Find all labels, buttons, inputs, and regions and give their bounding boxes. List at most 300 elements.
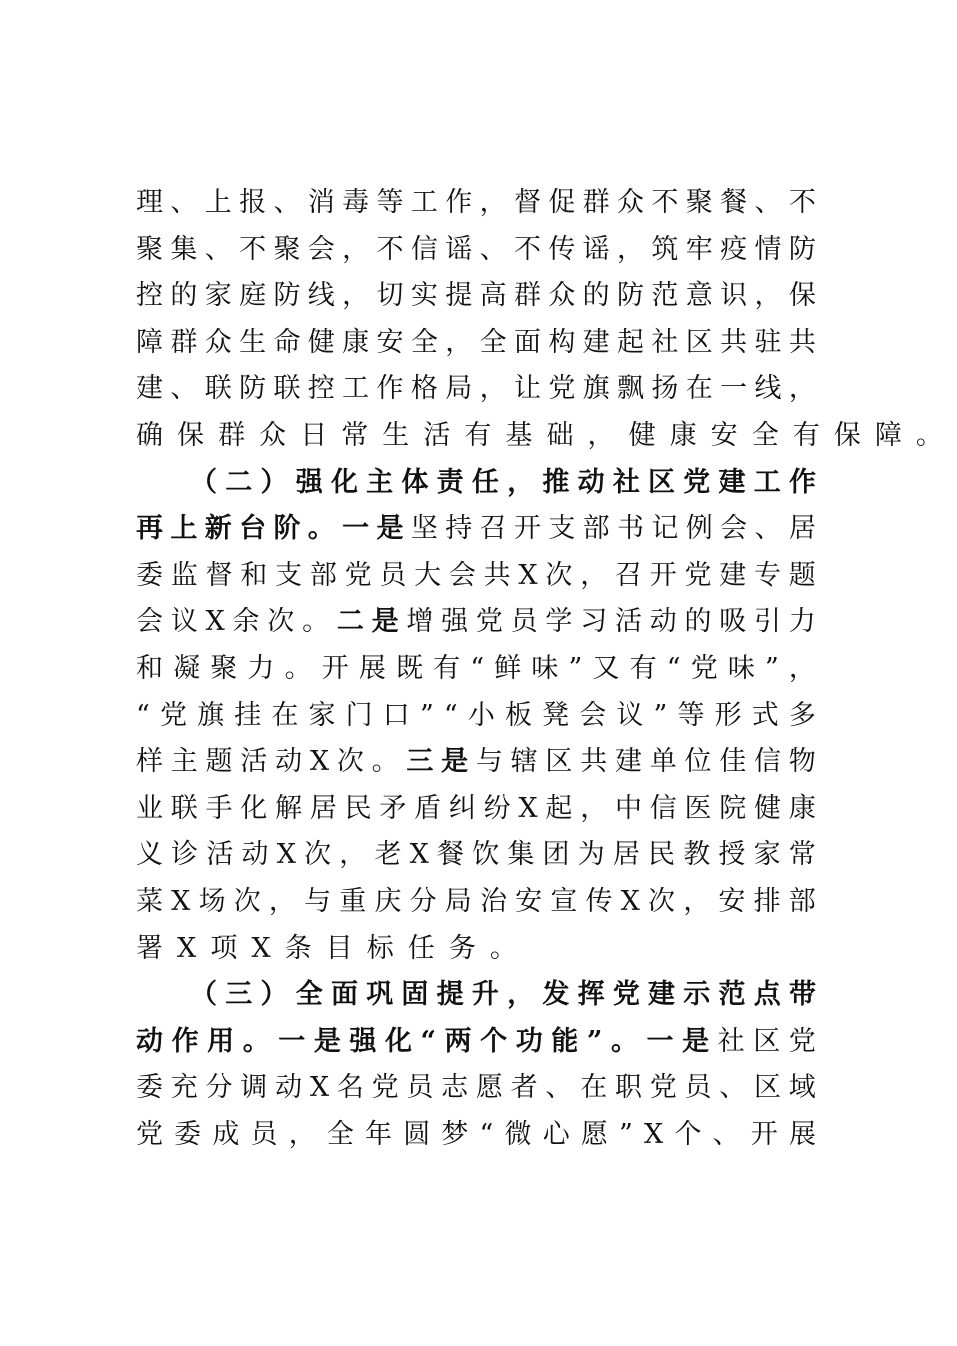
text-char: 。 — [610, 1025, 638, 1057]
text-char: 主 — [170, 746, 198, 778]
text-char: 理 — [136, 187, 163, 218]
text-char: 社 — [717, 1025, 745, 1057]
text-char: 社 — [651, 326, 679, 358]
text-char: 院 — [719, 792, 747, 824]
text-char: 手 — [205, 792, 233, 824]
text-char: 职 — [614, 1072, 642, 1104]
text-char: ， — [445, 326, 473, 358]
text-char: 排 — [753, 885, 781, 917]
text-char: 动 — [577, 466, 605, 498]
text-line — [136, 599, 816, 646]
text-char: 辖 — [510, 746, 538, 778]
text-char: 两 — [444, 1025, 472, 1057]
text-line — [136, 693, 816, 740]
text-char: 党 — [683, 466, 711, 498]
text-char: 党 — [788, 1025, 816, 1057]
text-char: 动 — [275, 1072, 303, 1104]
text-char: 会 — [136, 606, 163, 638]
text-char: 增 — [406, 606, 434, 638]
text-char: 有 — [464, 419, 506, 451]
text-char: 实 — [410, 280, 438, 312]
text-char: 众 — [617, 187, 645, 218]
text-line — [136, 320, 816, 367]
text-char: “ — [136, 699, 150, 731]
text-char: 家 — [753, 839, 781, 871]
text-char: 全 — [326, 1118, 354, 1150]
text-char: 既 — [395, 652, 423, 684]
text-char: 员 — [684, 1072, 712, 1104]
text-char: 圆 — [403, 1118, 431, 1150]
text-char: 二 — [225, 466, 253, 498]
text-char: 微 — [504, 1118, 532, 1150]
text-char: 消 — [307, 187, 335, 218]
text-char: ， — [788, 373, 816, 405]
text-char: 不 — [239, 233, 267, 265]
text-char: 是 — [376, 513, 404, 545]
text-char: 凳 — [542, 699, 570, 731]
text-char: 三 — [406, 746, 434, 778]
text-line — [136, 879, 816, 926]
text-char: 有 — [433, 652, 461, 684]
text-char: 众 — [548, 280, 576, 312]
text-char: 党 — [475, 606, 503, 638]
text-char: 传 — [548, 233, 576, 265]
text-char: 和 — [240, 559, 268, 591]
text-char: 部 — [788, 885, 816, 917]
text-char: 式 — [751, 699, 779, 731]
text-char: 保 — [788, 280, 816, 312]
text-char: 党 — [690, 652, 718, 684]
text-char: 作 — [171, 1025, 199, 1057]
text-char: 安 — [718, 885, 746, 917]
text-char: 学 — [545, 606, 573, 638]
text-char: 盾 — [414, 792, 442, 824]
text-char: 识 — [720, 280, 748, 312]
text-char: 毒 — [342, 187, 370, 218]
text-char: 余 — [232, 606, 260, 638]
text-char: 部 — [309, 559, 337, 591]
text-char: 驻 — [754, 326, 782, 358]
text-char: 年 — [365, 1118, 393, 1150]
text-char: 吸 — [719, 606, 747, 638]
text-char: （ — [190, 979, 217, 1011]
text-char: 推 — [542, 466, 570, 498]
text-char: 动 — [275, 746, 303, 778]
text-char: 。 — [371, 746, 399, 778]
text-char: 示 — [683, 979, 711, 1011]
text-char: 日 — [300, 419, 342, 451]
text-char: 防 — [617, 280, 645, 312]
text-char: 共 — [788, 326, 816, 358]
text-char: 是 — [682, 1025, 710, 1057]
text-char: 义 — [136, 839, 163, 871]
text-char: 议 — [616, 699, 644, 731]
text-char: 安 — [515, 885, 543, 917]
text-char: 众 — [259, 419, 301, 451]
text-char: 个 — [480, 1025, 508, 1057]
text-char: 一 — [720, 373, 748, 405]
text-char: 安 — [376, 326, 404, 358]
text-char: ， — [507, 979, 535, 1011]
text-char: 、 — [204, 233, 232, 265]
text-char: 成 — [212, 1118, 240, 1150]
text-char: 工 — [410, 187, 438, 218]
text-char: 情 — [754, 233, 782, 265]
text-char: 。 — [915, 419, 957, 451]
text-char: ” — [419, 699, 434, 731]
text-char: 。 — [302, 606, 330, 638]
paragraph — [136, 180, 957, 460]
text-char: 体 — [401, 466, 429, 498]
text-char: 是 — [371, 606, 399, 638]
text-char: 、 — [754, 187, 782, 218]
text-char: 点 — [753, 979, 781, 1011]
text-char: 区 — [545, 746, 573, 778]
text-char: X — [644, 1118, 664, 1150]
text-char: 二 — [336, 606, 364, 638]
text-char: 佳 — [719, 746, 747, 778]
text-char: 是 — [441, 746, 469, 778]
text-char: 上 — [170, 513, 198, 545]
text-char: 强 — [349, 1025, 377, 1057]
text-char: X — [276, 839, 296, 871]
text-char: 教 — [683, 839, 711, 871]
text-char: 聚 — [273, 233, 301, 265]
text-char: 监 — [170, 559, 198, 591]
text-char: 活 — [614, 606, 642, 638]
text-char: 与 — [475, 746, 503, 778]
text-char: 谣 — [445, 233, 473, 265]
text-char: 门 — [345, 699, 373, 731]
text-char: ， — [479, 373, 507, 405]
text-char: 样 — [136, 746, 163, 778]
text-char: 面 — [330, 979, 358, 1011]
text-line — [136, 739, 816, 786]
text-line — [136, 366, 816, 413]
text-char: ， — [683, 885, 711, 917]
text-char: ” — [568, 652, 583, 684]
text-char: 化 — [384, 1025, 412, 1057]
text-char: 会 — [720, 513, 748, 545]
text-char: 众 — [204, 326, 232, 358]
text-char: 一 — [278, 1025, 306, 1057]
text-char: 诊 — [171, 839, 199, 871]
text-char: 带 — [788, 979, 816, 1011]
text-char: 愿 — [475, 1072, 503, 1104]
text-char: 上 — [204, 187, 232, 218]
text-char: 次 — [233, 885, 261, 917]
text-char: X — [309, 1072, 330, 1104]
text-char: 是 — [313, 1025, 341, 1057]
text-char: 党 — [649, 1072, 677, 1104]
text-char: 动 — [649, 606, 677, 638]
text-char: 、 — [754, 513, 782, 545]
text-char: ， — [268, 885, 296, 917]
text-char: 格 — [410, 373, 438, 405]
text-char: 作 — [445, 187, 473, 218]
text-char: 主 — [366, 466, 394, 498]
text-char: 会 — [448, 559, 476, 591]
text-char: 责 — [436, 466, 464, 498]
text-line — [136, 832, 816, 879]
text-char: 聚 — [210, 652, 238, 684]
text-char: 旗 — [197, 699, 225, 731]
text-char: X — [518, 792, 538, 824]
text-char: 区 — [648, 466, 676, 498]
text-char: 持 — [445, 513, 473, 545]
text-char: 开 — [513, 513, 541, 545]
text-char: 部 — [582, 513, 610, 545]
text-char: 目 — [325, 932, 367, 964]
text-char: 菜 — [136, 885, 163, 917]
text-char: 础 — [546, 419, 588, 451]
text-char: 任 — [471, 466, 499, 498]
text-char: 生 — [239, 326, 267, 358]
text-char: 党 — [612, 979, 640, 1011]
text-char: 社 — [612, 466, 640, 498]
text-char: 饮 — [472, 839, 500, 871]
text-char: 在 — [685, 373, 713, 405]
text-char: 愿 — [580, 1118, 608, 1150]
text-char: 餐 — [437, 839, 465, 871]
text-char: 意 — [685, 280, 713, 312]
text-char: （ — [190, 466, 217, 498]
text-char: 有 — [792, 419, 834, 451]
text-char: 新 — [204, 513, 232, 545]
text-char: 口 — [382, 699, 410, 731]
text-char: ， — [339, 839, 367, 871]
text-char: 命 — [273, 326, 301, 358]
text-char: ， — [288, 1118, 316, 1150]
text-char: 家 — [308, 699, 336, 731]
text-char: 群 — [170, 326, 198, 358]
text-char: 保 — [177, 419, 219, 451]
text-char: 障 — [874, 419, 916, 451]
text-char: 活 — [423, 419, 465, 451]
text-line — [136, 1112, 816, 1159]
text-char: 引 — [754, 606, 782, 638]
text-char: 不 — [651, 187, 679, 218]
text-char: 全 — [751, 419, 793, 451]
text-line — [136, 926, 816, 973]
text-line — [136, 460, 816, 507]
text-char: 聚 — [685, 187, 713, 218]
text-char: 切 — [376, 280, 404, 312]
text-char: 信 — [410, 233, 438, 265]
text-char: 督 — [205, 559, 233, 591]
text-char: 范 — [718, 979, 746, 1011]
text-char: 不 — [376, 233, 404, 265]
text-char: 鲜 — [494, 652, 522, 684]
text-char: 不 — [788, 187, 816, 218]
text-char: ） — [260, 466, 288, 498]
text-char: 员 — [250, 1118, 278, 1150]
text-char: 强 — [441, 606, 469, 638]
text-char: 牢 — [685, 233, 713, 265]
text-char: ， — [580, 559, 608, 591]
text-char: 域 — [788, 1072, 816, 1104]
text-char: 传 — [585, 885, 613, 917]
text-char: 固 — [401, 979, 429, 1011]
text-char: 生 — [382, 419, 424, 451]
text-char: 党 — [371, 1072, 399, 1104]
text-char: 又 — [592, 652, 620, 684]
text-char: 纷 — [483, 792, 511, 824]
text-char: 、 — [170, 187, 198, 218]
text-char: 展 — [788, 1118, 816, 1150]
text-char: 共 — [483, 559, 511, 591]
text-char: 委 — [136, 559, 163, 591]
text-char: 一 — [646, 1025, 674, 1057]
text-char: 题 — [788, 559, 816, 591]
text-char: 起 — [545, 792, 573, 824]
text-char: 促 — [548, 187, 576, 218]
text-char: 中 — [614, 792, 642, 824]
text-char: 医 — [684, 792, 712, 824]
text-char: 坚 — [410, 513, 438, 545]
text-char: 。 — [284, 652, 312, 684]
text-char: 能 — [551, 1025, 579, 1057]
text-char: 在 — [580, 1072, 608, 1104]
text-char: 凝 — [173, 652, 201, 684]
text-char: 梦 — [441, 1118, 469, 1150]
text-char: 分 — [205, 1072, 233, 1104]
text-char: 任 — [407, 932, 449, 964]
text-char: 不 — [513, 233, 541, 265]
text-char: 题 — [205, 746, 233, 778]
text-char: 区 — [753, 1025, 781, 1057]
text-char: 党 — [136, 1118, 163, 1150]
text-char: 味 — [531, 652, 559, 684]
text-char: 开 — [649, 559, 677, 591]
text-char: 活 — [206, 839, 234, 871]
text-char: 常 — [341, 419, 383, 451]
text-char: 局 — [445, 373, 473, 405]
text-line — [136, 553, 816, 600]
text-char: ， — [342, 233, 370, 265]
text-char: 展 — [358, 652, 386, 684]
text-char: 康 — [342, 326, 370, 358]
text-char: 健 — [754, 792, 782, 824]
text-char: 全 — [479, 326, 507, 358]
text-char: X — [518, 559, 538, 591]
text-char: 控 — [307, 373, 335, 405]
text-char: 习 — [580, 606, 608, 638]
text-char: 工 — [342, 373, 370, 405]
text-char: 、 — [479, 233, 507, 265]
document-body — [136, 180, 957, 1158]
text-char: 充 — [170, 1072, 198, 1104]
text-char: 为 — [577, 839, 605, 871]
text-char: 控 — [136, 280, 163, 312]
text-char: 团 — [542, 839, 570, 871]
text-char: 构 — [548, 326, 576, 358]
text-char: 、 — [719, 1072, 747, 1104]
text-char: 支 — [275, 559, 303, 591]
text-char: 、 — [170, 373, 198, 405]
text-char: X — [171, 885, 191, 917]
text-char: 餐 — [720, 187, 748, 218]
text-char: 阶 — [273, 513, 301, 545]
text-char: 、 — [545, 1072, 573, 1104]
text-char: ） — [260, 979, 288, 1011]
text-char: 建 — [718, 466, 746, 498]
text-char: 范 — [651, 280, 679, 312]
text-char: 单 — [649, 746, 677, 778]
text-char: 集 — [170, 233, 198, 265]
text-char: 重 — [339, 885, 367, 917]
text-char: 家 — [204, 280, 232, 312]
text-char: 扬 — [651, 373, 679, 405]
text-char: 提 — [445, 280, 473, 312]
text-char: 心 — [542, 1118, 570, 1150]
text-char: 建 — [648, 979, 676, 1011]
text-char: 线 — [307, 280, 335, 312]
text-char: ” — [586, 1025, 603, 1057]
text-char: 记 — [651, 513, 679, 545]
text-char: 起 — [617, 326, 645, 358]
text-char: 力 — [788, 606, 816, 638]
text-char: X — [309, 746, 330, 778]
text-char: “ — [443, 699, 458, 731]
text-line — [136, 227, 816, 274]
text-char: 提 — [436, 979, 464, 1011]
text-char: 共 — [720, 326, 748, 358]
text-char: 与 — [304, 885, 332, 917]
text-char: 防 — [239, 373, 267, 405]
text-char: 化 — [240, 792, 268, 824]
text-char: 次 — [648, 885, 676, 917]
text-char: 挂 — [234, 699, 262, 731]
text-line — [136, 413, 957, 460]
text-char: 高 — [479, 280, 507, 312]
text-char: 召 — [479, 513, 507, 545]
text-char: 群 — [218, 419, 260, 451]
text-char: 的 — [582, 280, 610, 312]
text-char: “ — [470, 652, 485, 684]
text-char: X — [205, 606, 225, 638]
text-char: 治 — [479, 885, 507, 917]
text-char: 和 — [136, 652, 163, 684]
text-char: 区 — [685, 326, 713, 358]
text-char: ” — [653, 699, 668, 731]
text-char: 台 — [239, 513, 267, 545]
text-char: 等 — [376, 187, 404, 218]
text-char: 多 — [788, 699, 816, 731]
text-char: 、 — [273, 187, 301, 218]
text-char: 委 — [136, 1072, 163, 1104]
text-char: 飘 — [617, 373, 645, 405]
text-char: 局 — [444, 885, 472, 917]
text-char: 民 — [344, 792, 372, 824]
text-char: 形 — [714, 699, 742, 731]
text-char: 条 — [284, 932, 326, 964]
text-char: 防 — [273, 280, 301, 312]
text-char: 确 — [136, 419, 178, 451]
text-char: 工 — [753, 466, 781, 498]
text-char: 建 — [614, 746, 642, 778]
text-char: “ — [479, 1118, 494, 1150]
text-char: 例 — [685, 513, 713, 545]
text-char: 专 — [754, 559, 782, 591]
text-char: 旗 — [582, 373, 610, 405]
text-char: 防 — [788, 233, 816, 265]
text-char: 庆 — [374, 885, 402, 917]
text-char: 场 — [198, 885, 226, 917]
text-char: 疫 — [720, 233, 748, 265]
text-line — [136, 646, 816, 693]
text-char: 信 — [754, 746, 782, 778]
